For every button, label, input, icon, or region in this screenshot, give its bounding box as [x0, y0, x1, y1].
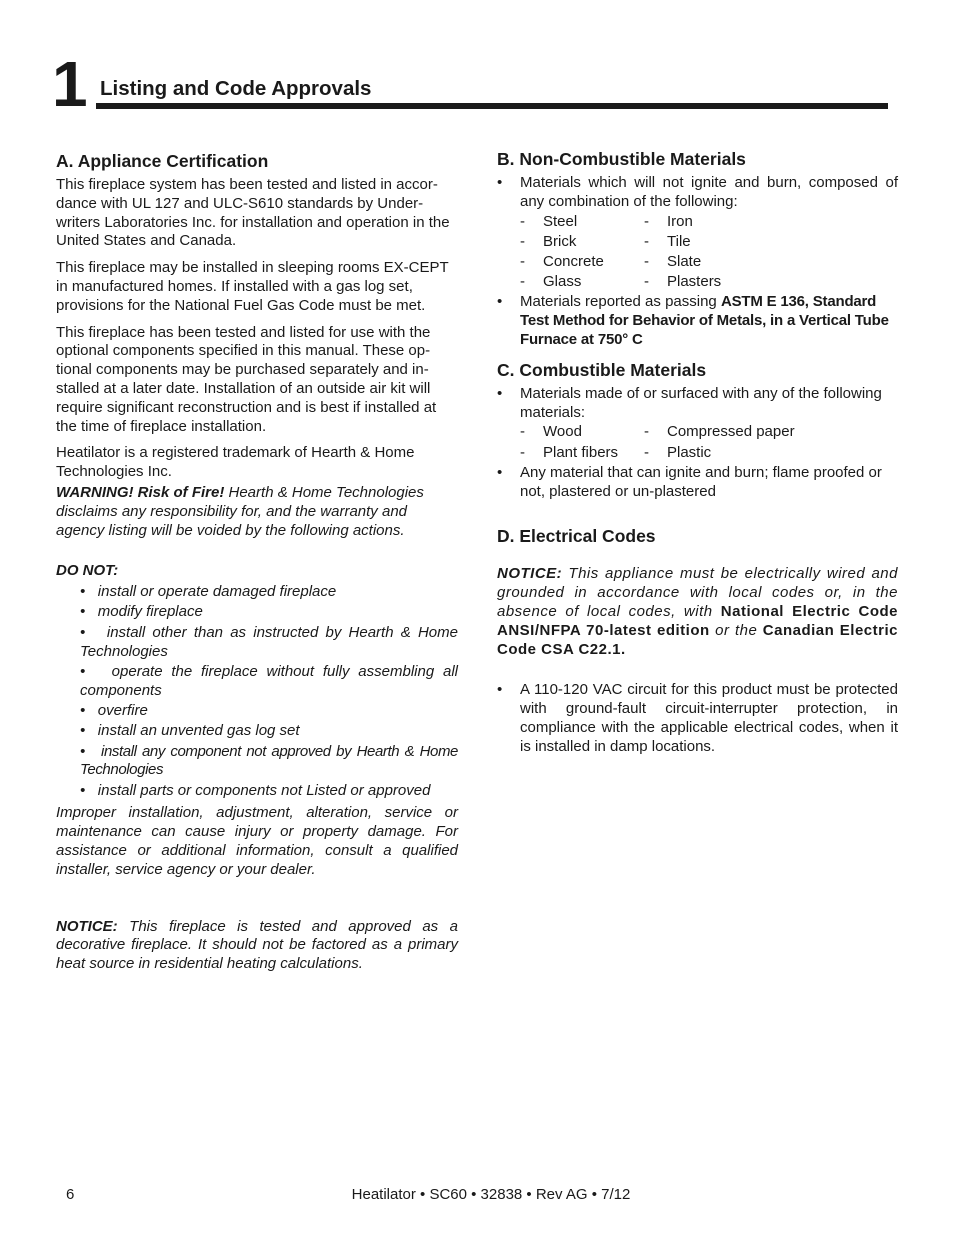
- section-b-heading: B. Non-Combustible Materials: [497, 149, 746, 169]
- material-item: - Tile: [644, 232, 844, 252]
- list-item: • install any component not approved by Hearth & Home Technologies: [80, 742, 458, 779]
- electrical-list: [497, 681, 898, 756]
- combustible-materials: [520, 422, 898, 462]
- chapter-number: 1: [52, 48, 86, 120]
- list-item: • A 110-120 VAC circuit for this product must be protected with ground-fault circuit-interrupter protection, in compliance with the applicable electrical codes, when it is installed in damp locations.: [497, 681, 898, 756]
- electrical-notice: NOTICE: This appliance must be electrically wired and grounded in accordance with local codes or, in the absence of local codes, with National Electric Code ANSI/NFPA 70-latest edition or the Canadian Electric Code CSA C22.1.: [497, 565, 898, 658]
- material-item: - Plasters: [644, 272, 844, 292]
- notice-label: NOTICE:: [497, 565, 563, 583]
- material-item: - Slate: [644, 252, 844, 272]
- section-a-paragraph-3: This fireplace has been tested and listed for use with the optional components specified in this manual. These op-tional components may be purchased separately and in-stalled at a later date. Installation of an outside air kit will require significant reconstruction and is best if installed at the time of fireplace installation.: [56, 323, 437, 435]
- warning-text: Hearth & Home Technologies disclaims any responsibility for, and the warranty and agency listing will be voided by the following actions.: [56, 483, 424, 539]
- list-item: • Materials made of or surfaced with any of the following materials: - Wood - Compressed paper - Plant fibers - Plastic: [497, 385, 898, 463]
- list-item: • install an unvented gas log set: [80, 722, 300, 740]
- list-item: • install parts or components not Listed or approved: [80, 781, 431, 799]
- chapter-title: Listing and Code Approvals: [100, 77, 372, 100]
- list-item: • install other than as instructed by Hearth & Home Technologies: [80, 623, 458, 660]
- material-item: - Wood: [520, 422, 644, 442]
- material-item: - Plastic: [644, 443, 844, 463]
- section-a-paragraph-2: This fireplace may be installed in sleeping rooms EX-CEPT in manufactured homes. If installed with a gas log set, provisions for the National Fuel Gas Code must be met.: [56, 259, 449, 314]
- notice-text: This fireplace is tested and approved as a decorative fireplace. It should not be factored as a primary heat source in residential heating calculations.: [56, 917, 458, 973]
- list-item: • Materials which will not ignite and burn, composed of any combination of the following: - Steel - Iron - Brick - Tile - Concrete - Slate - Glass - Plasters: [497, 174, 898, 292]
- list-item: • overfire: [80, 701, 148, 719]
- material-item: - Plant fibers: [520, 443, 644, 463]
- material-item: - Iron: [644, 212, 844, 232]
- left-column: [56, 150, 458, 982]
- improper-installation-warning: Improper installation, adjustment, alteration, service or maintenance can cause injury or property damage. For assistance or additional information, consult a qualified installer, service agency or your dealer.: [56, 804, 458, 878]
- list-item: • Any material that can ignite and burn; flame proofed or not, plastered or un-plastered: [497, 464, 898, 502]
- trademark-paragraph: Heatilator is a registered trademark of Hearth & Home Technologies Inc.: [56, 444, 415, 481]
- combustible-list: [497, 385, 898, 502]
- chapter-divider: [96, 103, 888, 109]
- material-item: - Glass: [520, 272, 644, 292]
- non-combustible-list: [497, 174, 898, 350]
- document-id: Heatilator • SC60 • 32838 • Rev AG • 7/12: [351, 1186, 631, 1203]
- material-item: - Brick: [520, 232, 644, 252]
- material-item: - Concrete: [520, 252, 644, 272]
- list-item: • operate the fireplace without fully assembling all components: [80, 662, 458, 699]
- warning-label: WARNING! Risk of Fire!: [56, 483, 225, 501]
- list-item: • Materials reported as passing ASTM E 136, Standard Test Method for Behavior of Metals, in a Vertical Tube Furnace at 750° C: [497, 293, 898, 349]
- warning-paragraph: [56, 484, 458, 540]
- do-not-label: DO NOT:: [56, 562, 119, 580]
- list-item: • modify fireplace: [80, 603, 203, 621]
- decorative-notice: [56, 918, 458, 974]
- section-c-heading: C. Combustible Materials: [497, 359, 707, 380]
- section-a-heading: A. Appliance Certification: [56, 151, 269, 171]
- notice-label: NOTICE:: [56, 917, 118, 935]
- page-number: 6: [66, 1186, 75, 1203]
- material-item: - Steel: [520, 212, 644, 232]
- list-item: • install or operate damaged fireplace: [80, 583, 337, 601]
- section-d-heading: D. Electrical Codes: [497, 526, 656, 547]
- do-not-list: [80, 583, 458, 800]
- right-column: [497, 148, 898, 758]
- material-item: - Compressed paper: [644, 422, 844, 442]
- section-a-paragraph-1: This fireplace system has been tested and listed in accor-dance with UL 127 and ULC-S610 standards by Under-writers Laboratories Inc. for installation and operation in the United States and Canada.: [56, 176, 450, 250]
- non-combustible-materials: [520, 212, 898, 293]
